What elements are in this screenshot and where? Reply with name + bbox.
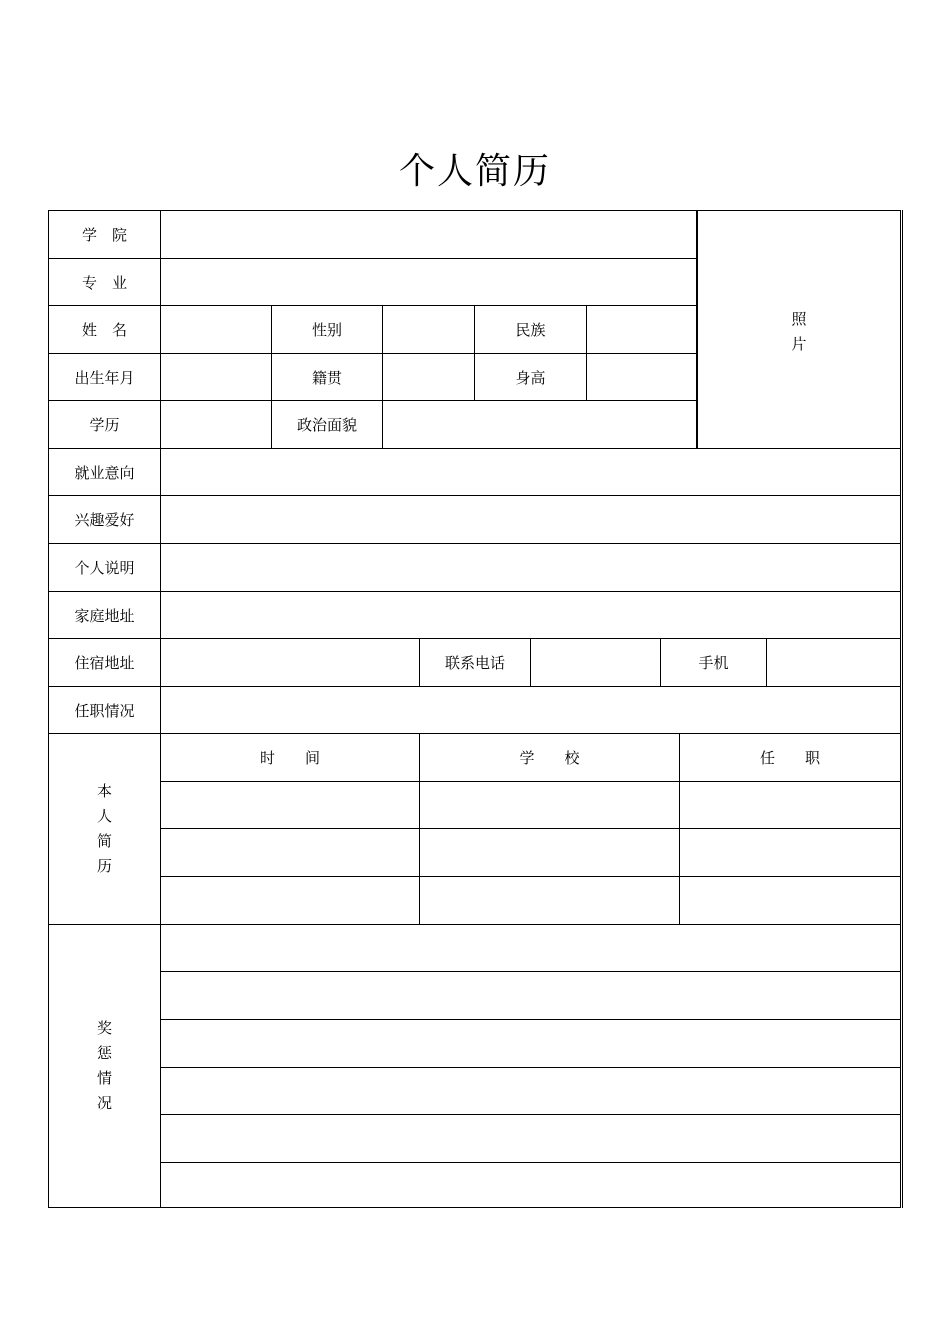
label-major: 专 业 (49, 259, 161, 306)
awards-row[interactable] (161, 1163, 900, 1207)
resume-time-cell[interactable] (161, 782, 420, 829)
field-political[interactable] (383, 401, 698, 449)
awards-label-char: 情 (96, 1069, 112, 1087)
awards-section-label (49, 925, 161, 1207)
resume-position-cell[interactable] (680, 877, 900, 925)
awards-row[interactable] (161, 972, 900, 1020)
label-birth: 出生年月 (49, 354, 161, 401)
label-positions: 任职情况 (49, 687, 161, 734)
page-title: 个人简历 (398, 151, 551, 192)
resume-school-cell[interactable] (420, 782, 680, 829)
resume-section-label (49, 734, 161, 925)
photo-char: 片 (791, 335, 807, 353)
label-native-place: 籍贯 (272, 354, 383, 401)
awards-label-char: 奖 (96, 1019, 112, 1037)
field-native-place[interactable] (383, 354, 475, 401)
field-birth[interactable] (161, 354, 272, 401)
awards-label-char: 况 (96, 1094, 112, 1112)
label-education: 学历 (49, 401, 161, 449)
field-gender[interactable] (383, 306, 475, 354)
field-education[interactable] (161, 401, 272, 449)
field-self-description[interactable] (161, 544, 900, 592)
field-home-address[interactable] (161, 592, 900, 639)
field-name[interactable] (161, 306, 272, 354)
field-hobbies[interactable] (161, 496, 900, 544)
field-job-intent[interactable] (161, 449, 900, 496)
resume-position-cell[interactable] (680, 782, 900, 829)
label-mobile: 手机 (661, 639, 767, 687)
field-major[interactable] (161, 259, 698, 306)
resume-position-cell[interactable] (680, 829, 900, 877)
photo-char: 照 (791, 310, 807, 328)
awards-row[interactable] (161, 1020, 900, 1068)
label-hobbies: 兴趣爱好 (49, 496, 161, 544)
label-name: 姓 名 (49, 306, 161, 354)
resume-form (48, 210, 901, 1208)
field-contact-phone[interactable] (531, 639, 661, 687)
resume-label-char: 简 (96, 832, 112, 850)
awards-row[interactable] (161, 1115, 900, 1163)
photo-label (791, 307, 806, 357)
awards-row[interactable] (161, 925, 900, 972)
header-time: 时 间 (161, 734, 420, 782)
field-mobile[interactable] (767, 639, 900, 687)
resume-school-cell[interactable] (420, 877, 680, 925)
photo-box[interactable] (698, 211, 900, 449)
field-positions[interactable] (161, 687, 900, 734)
label-dorm-address: 住宿地址 (49, 639, 161, 687)
resume-time-cell[interactable] (161, 829, 420, 877)
field-height[interactable] (587, 354, 698, 401)
field-ethnicity[interactable] (587, 306, 698, 354)
label-home-address: 家庭地址 (49, 592, 161, 639)
awards-label-char: 惩 (96, 1044, 112, 1062)
label-ethnicity: 民族 (475, 306, 587, 354)
field-dorm-address[interactable] (161, 639, 420, 687)
label-gender: 性别 (272, 306, 383, 354)
header-position: 任 职 (680, 734, 900, 782)
field-college[interactable] (161, 211, 698, 259)
awards-row[interactable] (161, 1068, 900, 1115)
resume-label-char: 本 (96, 782, 112, 800)
resume-label-char: 人 (96, 807, 112, 825)
resume-school-cell[interactable] (420, 829, 680, 877)
resume-label-char: 历 (96, 857, 112, 875)
header-school: 学 校 (420, 734, 680, 782)
resume-time-cell[interactable] (161, 877, 420, 925)
label-college: 学 院 (49, 211, 161, 259)
label-political: 政治面貌 (272, 401, 383, 449)
label-job-intent: 就业意向 (49, 449, 161, 496)
label-height: 身高 (475, 354, 587, 401)
label-self-description: 个人说明 (49, 544, 161, 592)
label-contact-phone: 联系电话 (420, 639, 531, 687)
